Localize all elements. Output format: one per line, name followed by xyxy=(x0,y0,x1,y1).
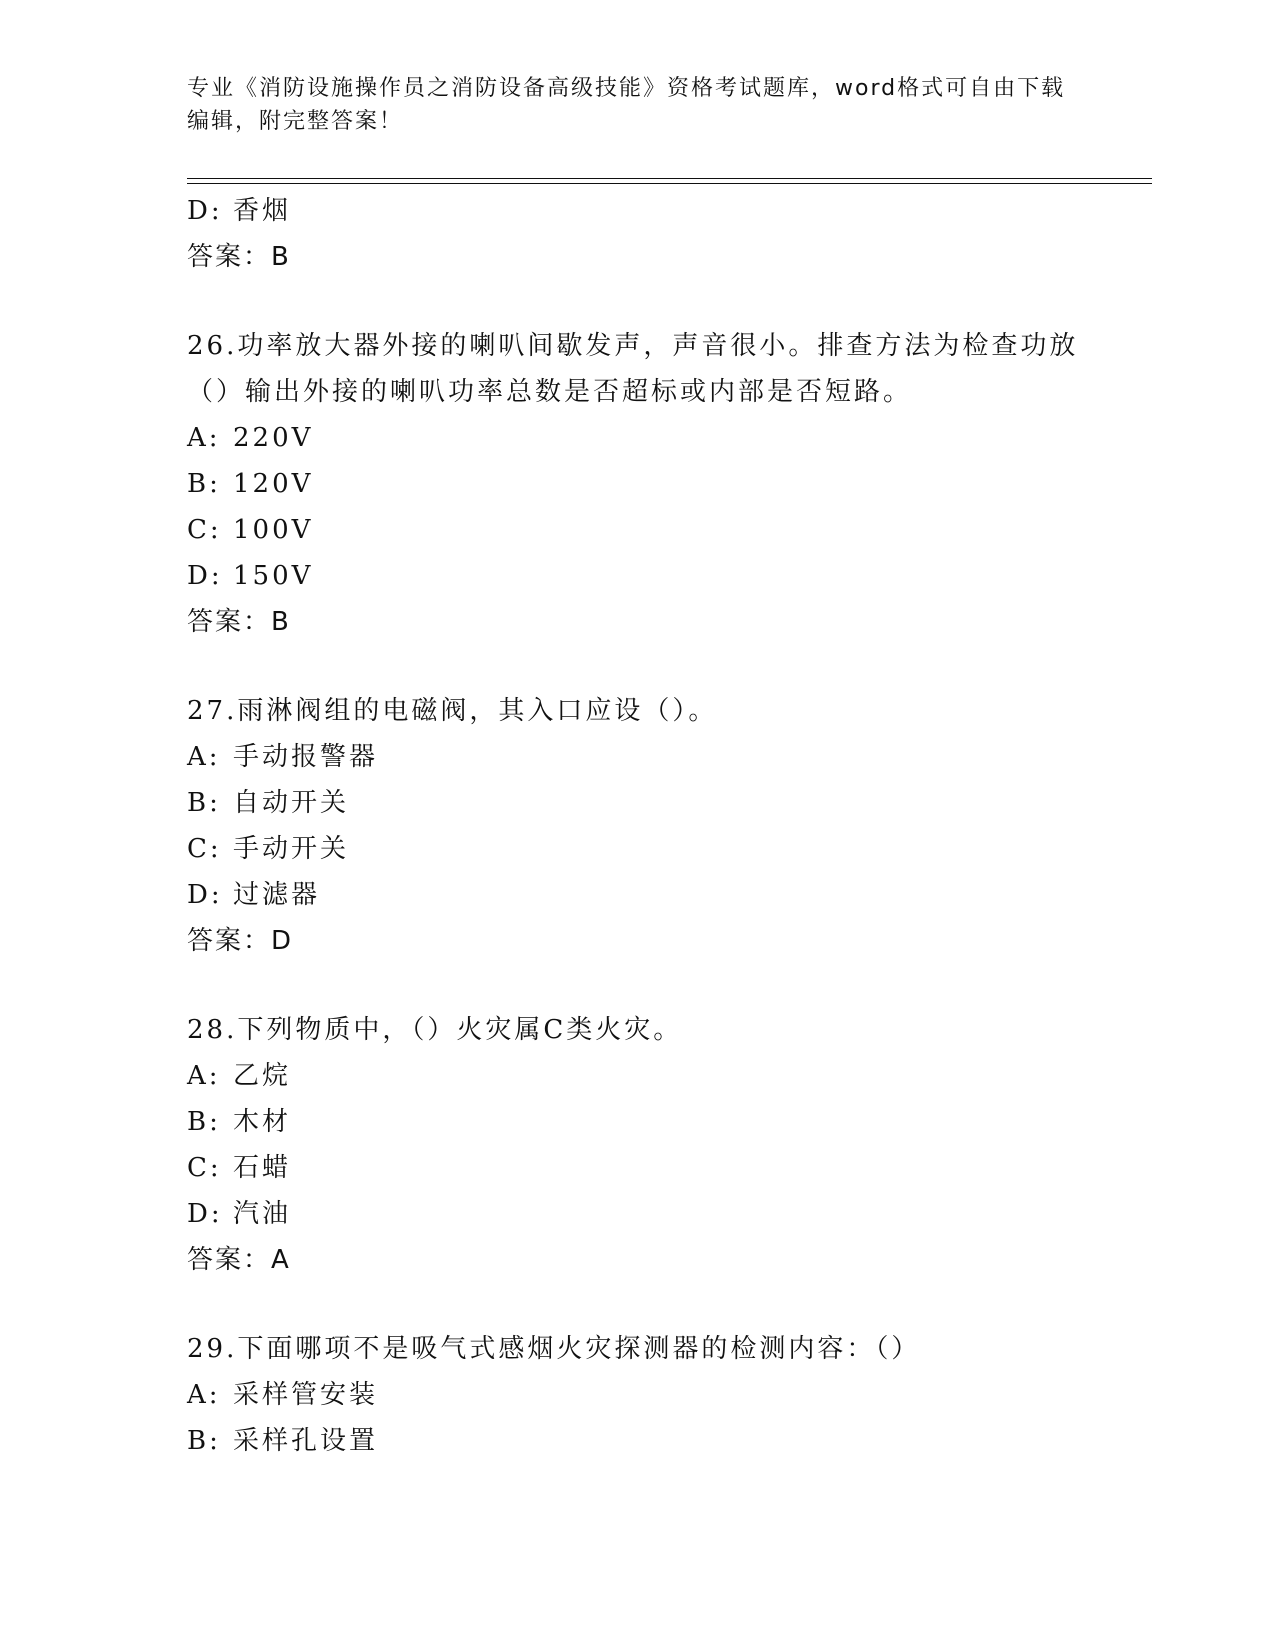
spacer xyxy=(187,1283,1147,1326)
option-a xyxy=(187,1053,1147,1099)
option-text: 220V xyxy=(233,423,314,453)
spacer xyxy=(187,645,1147,688)
option-letter: B: xyxy=(187,1426,221,1456)
option-text: 香烟 xyxy=(233,196,292,226)
document-header: 专业《消防设施操作员之消防设备高级技能》资格考试题库，word格式可自由下载编辑，附完整答案！ xyxy=(187,76,1066,134)
option-d xyxy=(187,1191,1147,1237)
option-letter: C: xyxy=(187,1153,222,1183)
option-text: 手动开关 xyxy=(233,834,350,864)
answer-line: 答案：D xyxy=(187,926,294,956)
option-text: 150V xyxy=(233,561,314,591)
option-b xyxy=(187,780,1147,826)
option-text: 木材 xyxy=(233,1107,292,1137)
option-a xyxy=(187,1372,1147,1418)
option-b xyxy=(187,1418,1147,1464)
option-d xyxy=(187,553,1147,599)
option-letter: A: xyxy=(187,423,221,453)
option-b xyxy=(187,1099,1147,1145)
option-letter: B: xyxy=(187,1107,221,1137)
option-c xyxy=(187,826,1147,872)
question-stem-28: 28.下列物质中，（）火灾属C类火灾。 xyxy=(187,1015,683,1045)
option-text: 120V xyxy=(233,469,314,499)
question-stem-29: 29.下面哪项不是吸气式感烟火灾探测器的检测内容：（） xyxy=(187,1334,921,1364)
option-text: 自动开关 xyxy=(233,788,350,818)
option-letter: D: xyxy=(187,1199,223,1229)
option-text: 乙烷 xyxy=(233,1061,292,1091)
option-b xyxy=(187,461,1147,507)
option-letter: A: xyxy=(187,1380,221,1410)
option-letter: B: xyxy=(187,788,221,818)
option-letter: C: xyxy=(187,834,222,864)
spacer xyxy=(187,964,1147,1007)
header-rule-bottom xyxy=(187,183,1152,184)
option-letter: C: xyxy=(187,515,222,545)
option-letter: D: xyxy=(187,880,223,910)
header-rule-top xyxy=(187,178,1152,179)
option-a xyxy=(187,734,1147,780)
option-text: 采样管安装 xyxy=(233,1380,379,1410)
option-a xyxy=(187,415,1147,461)
option-d xyxy=(187,872,1147,918)
option-text: 石蜡 xyxy=(233,1153,292,1183)
option-letter: A: xyxy=(187,742,221,772)
spacer xyxy=(187,280,1147,323)
question-content xyxy=(187,188,1147,1464)
option-text: 过滤器 xyxy=(233,880,321,910)
option-text: 采样孔设置 xyxy=(233,1426,379,1456)
answer-line: 答案：B xyxy=(187,607,291,637)
answer-line: 答案：A xyxy=(187,1245,291,1275)
option-letter: D: xyxy=(187,561,223,591)
question-stem-27: 27.雨淋阀组的电磁阀，其入口应设（）。 xyxy=(187,696,718,726)
option-text: 手动报警器 xyxy=(233,742,379,772)
option-letter: B: xyxy=(187,469,221,499)
option-c xyxy=(187,1145,1147,1191)
option-c xyxy=(187,507,1147,553)
answer-line: 答案：B xyxy=(187,242,291,272)
option-text: 100V xyxy=(233,515,314,545)
option-letter: A: xyxy=(187,1061,221,1091)
question-stem-26: 26.功率放大器外接的喇叭间歇发声，声音很小。排查方法为检查功放（）输出外接的喇叭功率总数是否超标或内部是否短路。 xyxy=(187,331,1079,407)
option-text: 汽油 xyxy=(233,1199,292,1229)
option-letter: D: xyxy=(187,196,223,226)
option-d xyxy=(187,188,1147,234)
